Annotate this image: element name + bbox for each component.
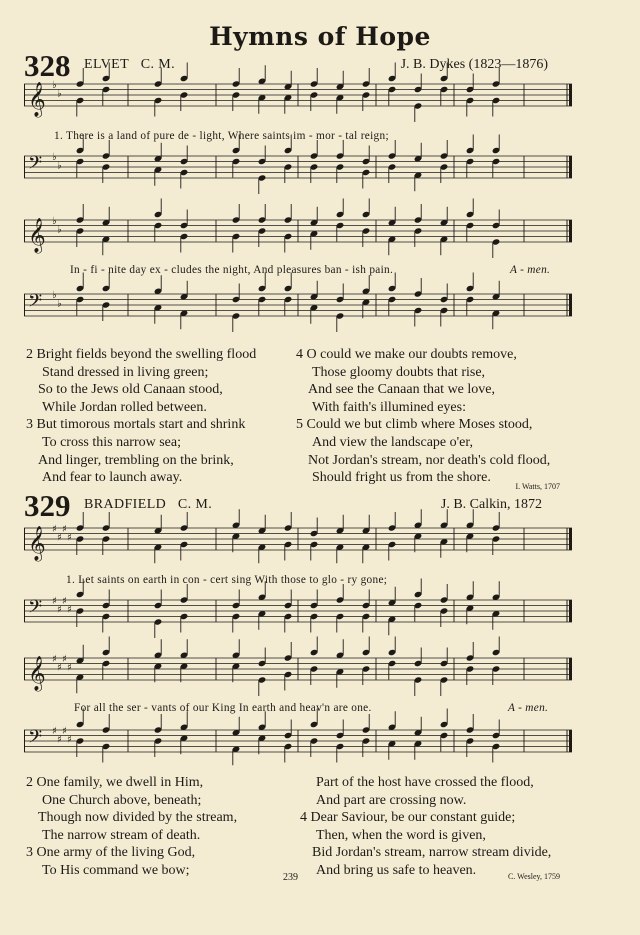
verse-line: 4 O could we make our doubts remove, [296, 347, 517, 362]
verse-line: So to the Jews old Canaan stood, [38, 382, 223, 398]
composer: J. B. Dykes (1823—1876) [400, 57, 548, 72]
lyric-line: In - fi - nite day ex - cludes the night, And pleasures ban - ish pain. [70, 264, 394, 276]
lyric-line: For all the ser - vants of our King In earth and heav'n are one. [74, 702, 372, 714]
sharp-icon: ♯ [62, 654, 67, 665]
flat-icon: ♭ [57, 224, 62, 236]
treble-clef-icon: 𝄞 [28, 526, 46, 561]
author-attribution: I. Watts, 1707 [515, 482, 560, 491]
flat-icon: ♭ [52, 80, 57, 91]
sharp-icon: ♯ [62, 596, 67, 607]
sharp-icon: ♯ [52, 726, 57, 737]
verse-line: While Jordan rolled between. [42, 399, 207, 415]
meter: C. M. [177, 497, 213, 512]
verse-line: Part of the host have crossed the flood, [316, 775, 534, 790]
meter: C. M. [140, 57, 176, 72]
verse-line: And see the Canaan that we love, [308, 382, 495, 398]
sharp-icon: ♯ [57, 532, 62, 544]
sharp-icon: ♯ [67, 662, 72, 674]
sharp-icon: ♯ [52, 654, 57, 665]
verse-line: And linger, trembling on the brink, [38, 452, 234, 468]
flat-icon: ♭ [57, 88, 62, 100]
page-title: Hymns of Hope [209, 22, 431, 51]
verse-line: 3 But timorous mortals start and shrink [26, 417, 246, 433]
lyric-line: 1. Let saints on earth in con - cert sing With those to glo - ry gone; [66, 574, 388, 586]
treble-clef-icon: 𝄞 [28, 82, 46, 117]
verse-line: And fear to launch away. [42, 470, 183, 486]
flat-icon: ♭ [52, 152, 57, 163]
tune-title: BRADFIELD [84, 497, 167, 512]
verse-line: 2 One family, we dwell in Him, [26, 775, 204, 790]
music-system [24, 594, 572, 642]
music-system [24, 724, 572, 772]
music-system [24, 78, 572, 126]
treble-clef-icon: 𝄞 [28, 218, 46, 253]
page-number: 239 [283, 872, 298, 883]
bass-clef-icon: 𝄢 [28, 727, 43, 752]
verses-right [300, 774, 551, 880]
bass-clef-icon: 𝄢 [28, 153, 43, 178]
amen-label: A - men. [510, 264, 551, 276]
verses-left [26, 774, 237, 880]
treble-clef-icon: 𝄞 [28, 656, 46, 691]
hymn-number: 329 [24, 488, 71, 523]
verse-line: Those gloomy doubts that rise, [312, 364, 486, 380]
tune-name [84, 497, 212, 513]
verse-line: To His command we bow; [42, 862, 190, 878]
verse-line: To cross this narrow sea; [42, 434, 181, 450]
sharp-icon: ♯ [67, 532, 72, 544]
verse-line: Should fright us from the shore. [312, 470, 491, 486]
music-system [24, 522, 572, 570]
flat-icon: ♭ [52, 290, 57, 301]
music-system [24, 288, 572, 336]
author-attribution: C. Wesley, 1759 [507, 872, 560, 881]
sharp-icon: ♯ [57, 734, 62, 746]
verse-line: With faith's illumined eyes: [312, 399, 466, 415]
verse-line: 5 Could we but climb where Moses stood, [296, 417, 533, 433]
verse-line: Stand dressed in living green; [42, 364, 209, 380]
amen-label: A - men. [508, 702, 549, 714]
flat-icon: ♭ [57, 160, 62, 172]
verse-line: Not Jordan's stream, nor death's cold flood, [308, 452, 551, 468]
sharp-icon: ♯ [62, 726, 67, 737]
hymn-number: 328 [24, 48, 71, 83]
music-system [24, 652, 572, 700]
sharp-icon: ♯ [62, 524, 67, 535]
verse-line: The narrow stream of death. [42, 827, 201, 843]
verse-line: Bid Jordan's stream, narrow stream divide, [312, 845, 552, 861]
tune-title: ELVET [84, 57, 130, 72]
composer: J. B. Calkin, 1872 [440, 497, 542, 512]
music-system [24, 214, 572, 262]
verse-line: And bring us safe to heaven. [316, 862, 477, 878]
verse-line: 2 Bright fields beyond the swelling flood [26, 347, 257, 362]
sharp-icon: ♯ [57, 662, 62, 674]
verse-line: And view the landscape o'er, [312, 434, 473, 450]
verse-line: 3 One army of the living God, [26, 845, 196, 861]
verse-line: 4 Dear Saviour, be our constant guide; [300, 810, 516, 826]
verse-line: One Church above, beneath; [42, 792, 202, 808]
bass-clef-icon: 𝄢 [28, 291, 43, 316]
flat-icon: ♭ [57, 298, 62, 310]
verse-line: And part are crossing now. [316, 792, 467, 808]
sharp-icon: ♯ [67, 734, 72, 746]
verse-line: Though now divided by the stream, [38, 810, 238, 826]
verse-line: Then, when the word is given, [316, 827, 486, 843]
sharp-icon: ♯ [67, 604, 72, 616]
sharp-icon: ♯ [52, 596, 57, 607]
lyric-line: 1. There is a land of pure de - light, Where saints im - mor - tal reign; [54, 130, 389, 142]
verses-left [26, 346, 256, 487]
music-system [24, 150, 572, 198]
flat-icon: ♭ [52, 216, 57, 227]
bass-clef-icon: 𝄢 [28, 597, 43, 622]
verses-right [296, 346, 550, 487]
sharp-icon: ♯ [57, 604, 62, 616]
sharp-icon: ♯ [52, 524, 57, 535]
